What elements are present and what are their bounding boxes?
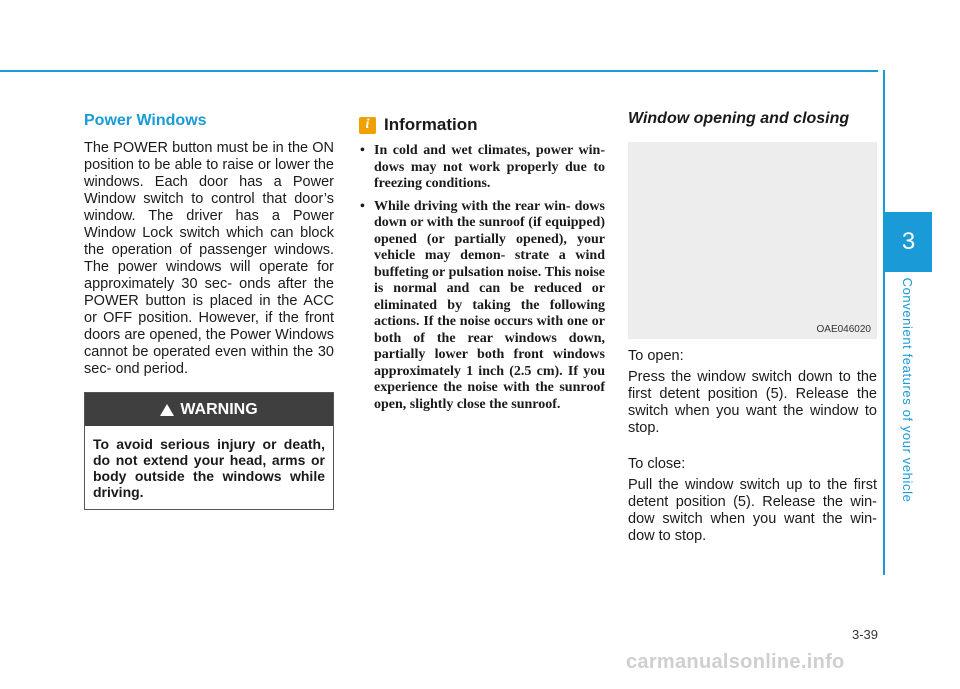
watermark: carmanualsonline.info (626, 651, 845, 673)
page-number: 3-39 (851, 627, 878, 642)
power-windows-text: The POWER button must be in the ON position to be able to raise or lower the windows. Each door has a Power Window switch to control that door’s window. The driver has a Power Window Lock switch which can block the operation of passenger windows. The power windows will operate for approximately 30 sec- onds after the POWER button is placed in the ACC or OFF position. However, if the front doors are opened, the Power Windows cannot be operated even within the 30 sec- ond period. (84, 140, 334, 377)
window-switch-figure (628, 142, 877, 339)
information-title: Information (384, 115, 478, 134)
info-icon: i (359, 117, 376, 134)
header-rule (0, 70, 878, 72)
close-label: To close: (628, 456, 686, 472)
section-title: Power Windows (84, 112, 207, 129)
figure-code: OAE046020 (816, 324, 871, 335)
chapter-title: Convenient features of your vehicle (900, 277, 916, 503)
information-section (359, 115, 605, 419)
warning-triangle-icon (160, 404, 174, 416)
warning-header (85, 393, 333, 426)
list-item: • While driving with the rear win- dows down or with the sunroof (if equipped) opened (or partially opened), your vehicle may demon- strate a wind buffeting or pulsation noise. This noise is normal and can be reduced or eliminated by taking the following actions. If the noise occurs with one or both of the rear windows down, partially lower both front windows approximately 1 inch (2.5 cm). If you experience the noise with the sunroof open, slightly close the sunroof. (359, 199, 605, 414)
information-list (359, 143, 605, 413)
warning-box (84, 392, 334, 510)
close-text: Pull the window switch up to the first detent position (5). Release the win- dow switch when you want the win- dow to stop. (628, 477, 877, 544)
open-text: Press the window switch down to the first detent position (5). Release the switch when you want the window to stop. (628, 369, 877, 436)
warning-label: WARNING (180, 400, 258, 418)
list-item: • In cold and wet climates, power win- dows may not work properly due to freezing conditions. (359, 143, 605, 193)
side-rule (883, 70, 885, 575)
chapter-number-tab: 3 (885, 212, 932, 272)
warning-text: To avoid serious injury or death, do not extend your head, arms or body outside the windows while driving. (93, 436, 325, 500)
power-windows-section (84, 112, 334, 378)
open-label: To open: (628, 348, 684, 364)
subsection-title: Window opening and closing (628, 110, 850, 127)
window-operation-section (628, 110, 877, 545)
information-header (359, 115, 605, 135)
